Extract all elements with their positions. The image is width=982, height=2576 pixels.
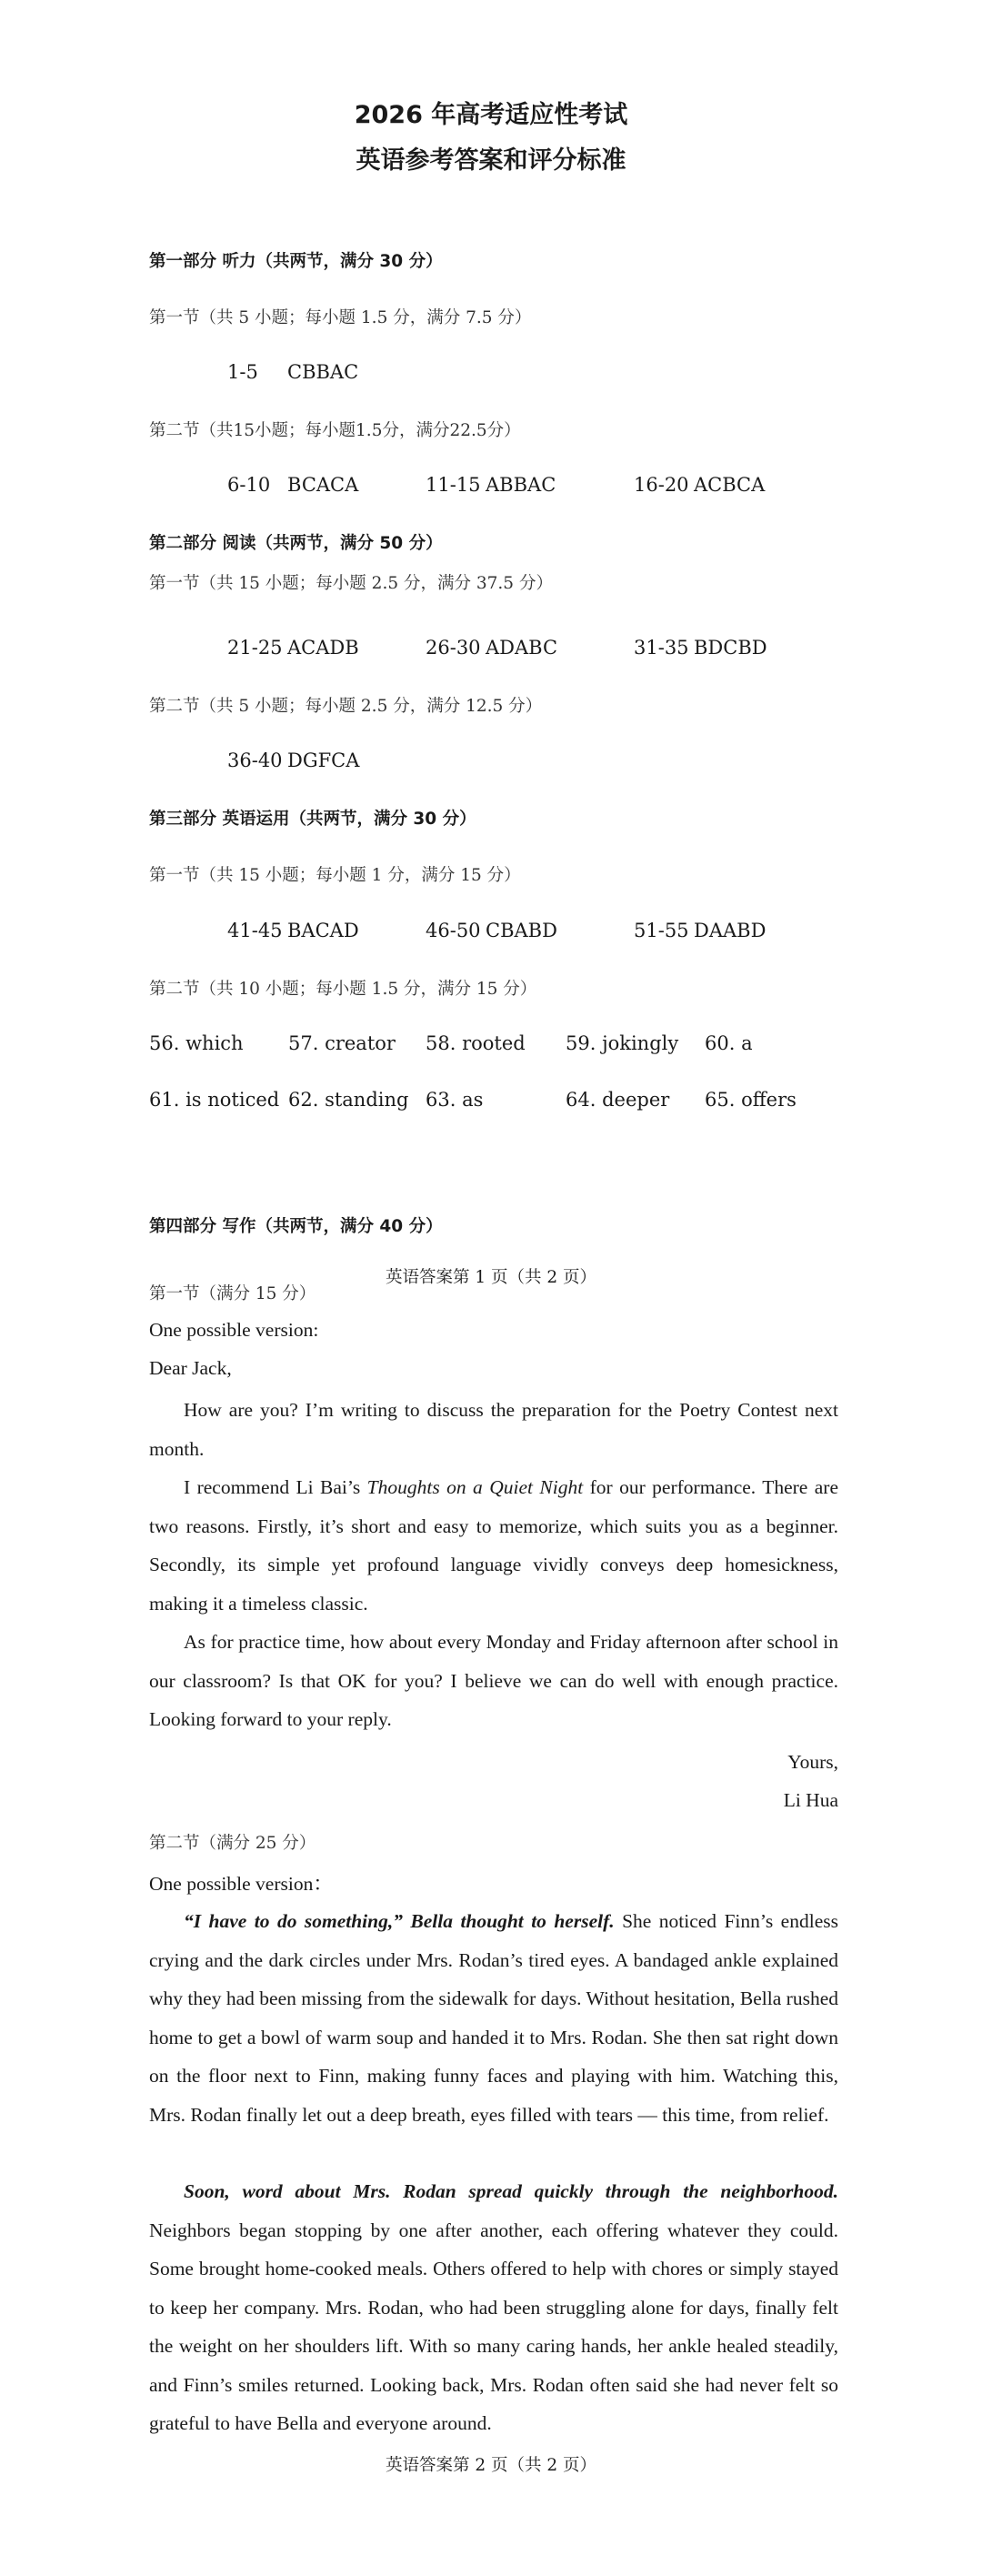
answer-range: 36-40 bbox=[227, 750, 283, 771]
exam-title: 2026 年高考适应性考试 bbox=[354, 101, 628, 129]
answer-range: 46-50 bbox=[426, 920, 481, 941]
answer-range: 41-45 bbox=[227, 920, 283, 941]
part2-heading: 第二部分 阅读（共两节，满分 50 分） bbox=[149, 534, 443, 553]
part2-sec1-heading: 第一节（共 15 小题；每小题 2.5 分，满分 37.5 分） bbox=[149, 574, 553, 593]
version-label: One possible version: bbox=[149, 1319, 319, 1341]
answer-letters: ACBCA bbox=[694, 474, 766, 496]
fill-answer: 62. standing bbox=[288, 1089, 409, 1111]
version-label: One possible version： bbox=[149, 1873, 333, 1895]
paragraph-lead-sentence: Soon, word about Mrs. Rodan spread quickly through the neighborhood. bbox=[184, 2180, 838, 2202]
page-footer-2: 英语答案第 2 页（共 2 页） bbox=[385, 2456, 597, 2475]
letter-paragraph: I recommend Li Bai’s Thoughts on a Quiet Night for our performance. There are two reasons. Firstly, it’s short and easy to memorize, which suits you as a beginner. Secondly, its simple yet profound language vividly conveys deep homesickness, making it a timeless classic. bbox=[149, 1476, 839, 1615]
letter-closing: Yours, bbox=[787, 1751, 838, 1773]
part2-sec2-heading: 第二节（共 5 小题；每小题 2.5 分，满分 12.5 分） bbox=[149, 697, 543, 716]
exam-subtitle: 英语参考答案和评分标准 bbox=[356, 146, 626, 175]
story-paragraph: “I have to do something,” Bella thought to herself. She noticed Finn’s endless crying and the dark circles under Mrs. Rodan’s tired eyes. A bandaged ankle explained why they had been missing from the sidewalk for days. Without hesitation, Bella rushed home to get a bowl of warm soup and handed it to Mrs. Rodan. She then sat right down on the floor next to Finn, making funny faces and playing with him. Watching this, Mrs. Rodan finally let out a deep breath, eyes filled with tears — this time, from relief. bbox=[149, 1910, 838, 2126]
fill-answer: 65. offers bbox=[705, 1089, 797, 1111]
answer-group bbox=[227, 474, 358, 496]
part1-heading: 第一部分 听力（共两节，满分 30 分） bbox=[149, 252, 443, 271]
part4-sec1-heading: 第一节（满分 15 分） bbox=[149, 1284, 316, 1303]
story-paragraph: Soon, word about Mrs. Rodan spread quickly through the neighborhood. Neighbors began stopping by one after another, each offering whatever they could. Some brought home-cooked meals. Others offered to help with chores or simply stayed to keep her company. Mrs. Rodan, who had been struggling alone for days, finally felt the weight on her shoulders lift. With so many caring hands, her ankle healed steadily, and Finn’s smiles returned. Looking back, Mrs. Rodan often said she had never felt so grateful to have Bella and everyone around. bbox=[149, 2180, 838, 2434]
answer-group bbox=[426, 920, 557, 941]
answer-range: 6-10 bbox=[227, 474, 271, 496]
answer-group bbox=[634, 637, 767, 659]
answer-letters: CBBAC bbox=[287, 361, 359, 383]
answer-range: 11-15 bbox=[426, 474, 481, 496]
answer-range: 51-55 bbox=[634, 920, 689, 941]
answer-letters: ADABC bbox=[486, 637, 558, 659]
fill-answer: 60. a bbox=[705, 1032, 753, 1054]
part3-heading: 第三部分 英语运用（共两节，满分 30 分） bbox=[149, 810, 476, 829]
answer-range: 1-5 bbox=[227, 361, 258, 383]
answer-group bbox=[227, 361, 358, 383]
part4-sec2-heading: 第二节（满分 25 分） bbox=[149, 1834, 316, 1853]
letter-paragraph: How are you? I’m writing to discuss the preparation for the Poetry Contest next month. bbox=[149, 1399, 838, 1460]
part4-heading: 第四部分 写作（共两节，满分 40 分） bbox=[149, 1217, 443, 1236]
answer-letters: BACAD bbox=[287, 920, 359, 941]
answer-range: 31-35 bbox=[634, 637, 689, 659]
letter-signature: Li Hua bbox=[783, 1789, 838, 1811]
fill-answer: 57. creator bbox=[288, 1032, 396, 1054]
answer-letters: BCACA bbox=[287, 474, 359, 496]
answer-range: 21-25 bbox=[227, 637, 283, 659]
answer-group bbox=[426, 637, 557, 659]
letter-paragraph: As for practice time, how about every Monday and Friday afternoon after school in our classroom? Is that OK for you? I believe we can do well with enough practice. Looking forward to your reply. bbox=[149, 1631, 838, 1730]
answer-letters: ACADB bbox=[287, 637, 359, 659]
answer-letters: DAABD bbox=[694, 920, 767, 941]
fill-answer: 64. deeper bbox=[566, 1089, 670, 1111]
fill-answer: 56. which bbox=[149, 1032, 244, 1054]
answer-letters: DGFCA bbox=[287, 750, 360, 771]
answer-group bbox=[227, 920, 359, 941]
answer-range: 16-20 bbox=[634, 474, 689, 496]
fill-answer: 61. is noticed bbox=[149, 1089, 280, 1111]
poem-title: Thoughts on a Quiet Night bbox=[366, 1476, 584, 1498]
page-footer-1: 英语答案第 1 页（共 2 页） bbox=[385, 1268, 597, 1287]
answer-group bbox=[426, 474, 556, 496]
part1-sec2-heading: 第二节（共15小题；每小题1.5分，满分22.5分） bbox=[149, 421, 521, 440]
paragraph-lead-sentence: “I have to do something,” Bella thought to herself. bbox=[184, 1910, 615, 1932]
part3-sec1-heading: 第一节（共 15 小题；每小题 1 分，满分 15 分） bbox=[149, 866, 521, 885]
answer-group bbox=[227, 750, 359, 771]
fill-answer: 63. as bbox=[426, 1089, 484, 1111]
part1-sec1-heading: 第一节（共 5 小题；每小题 1.5 分，满分 7.5 分） bbox=[149, 308, 532, 327]
part3-sec2-heading: 第二节（共 10 小题；每小题 1.5 分，满分 15 分） bbox=[149, 980, 537, 999]
fill-answer: 59. jokingly bbox=[566, 1032, 679, 1054]
answer-group bbox=[634, 920, 766, 941]
answer-letters: BDCBD bbox=[694, 637, 767, 659]
answer-letters: ABBAC bbox=[486, 474, 556, 496]
answer-range: 26-30 bbox=[426, 637, 481, 659]
answer-group bbox=[227, 637, 359, 659]
letter-greeting: Dear Jack, bbox=[149, 1357, 232, 1379]
fill-answer: 58. rooted bbox=[426, 1032, 526, 1054]
answer-group bbox=[634, 474, 765, 496]
answer-letters: CBABD bbox=[486, 920, 557, 941]
